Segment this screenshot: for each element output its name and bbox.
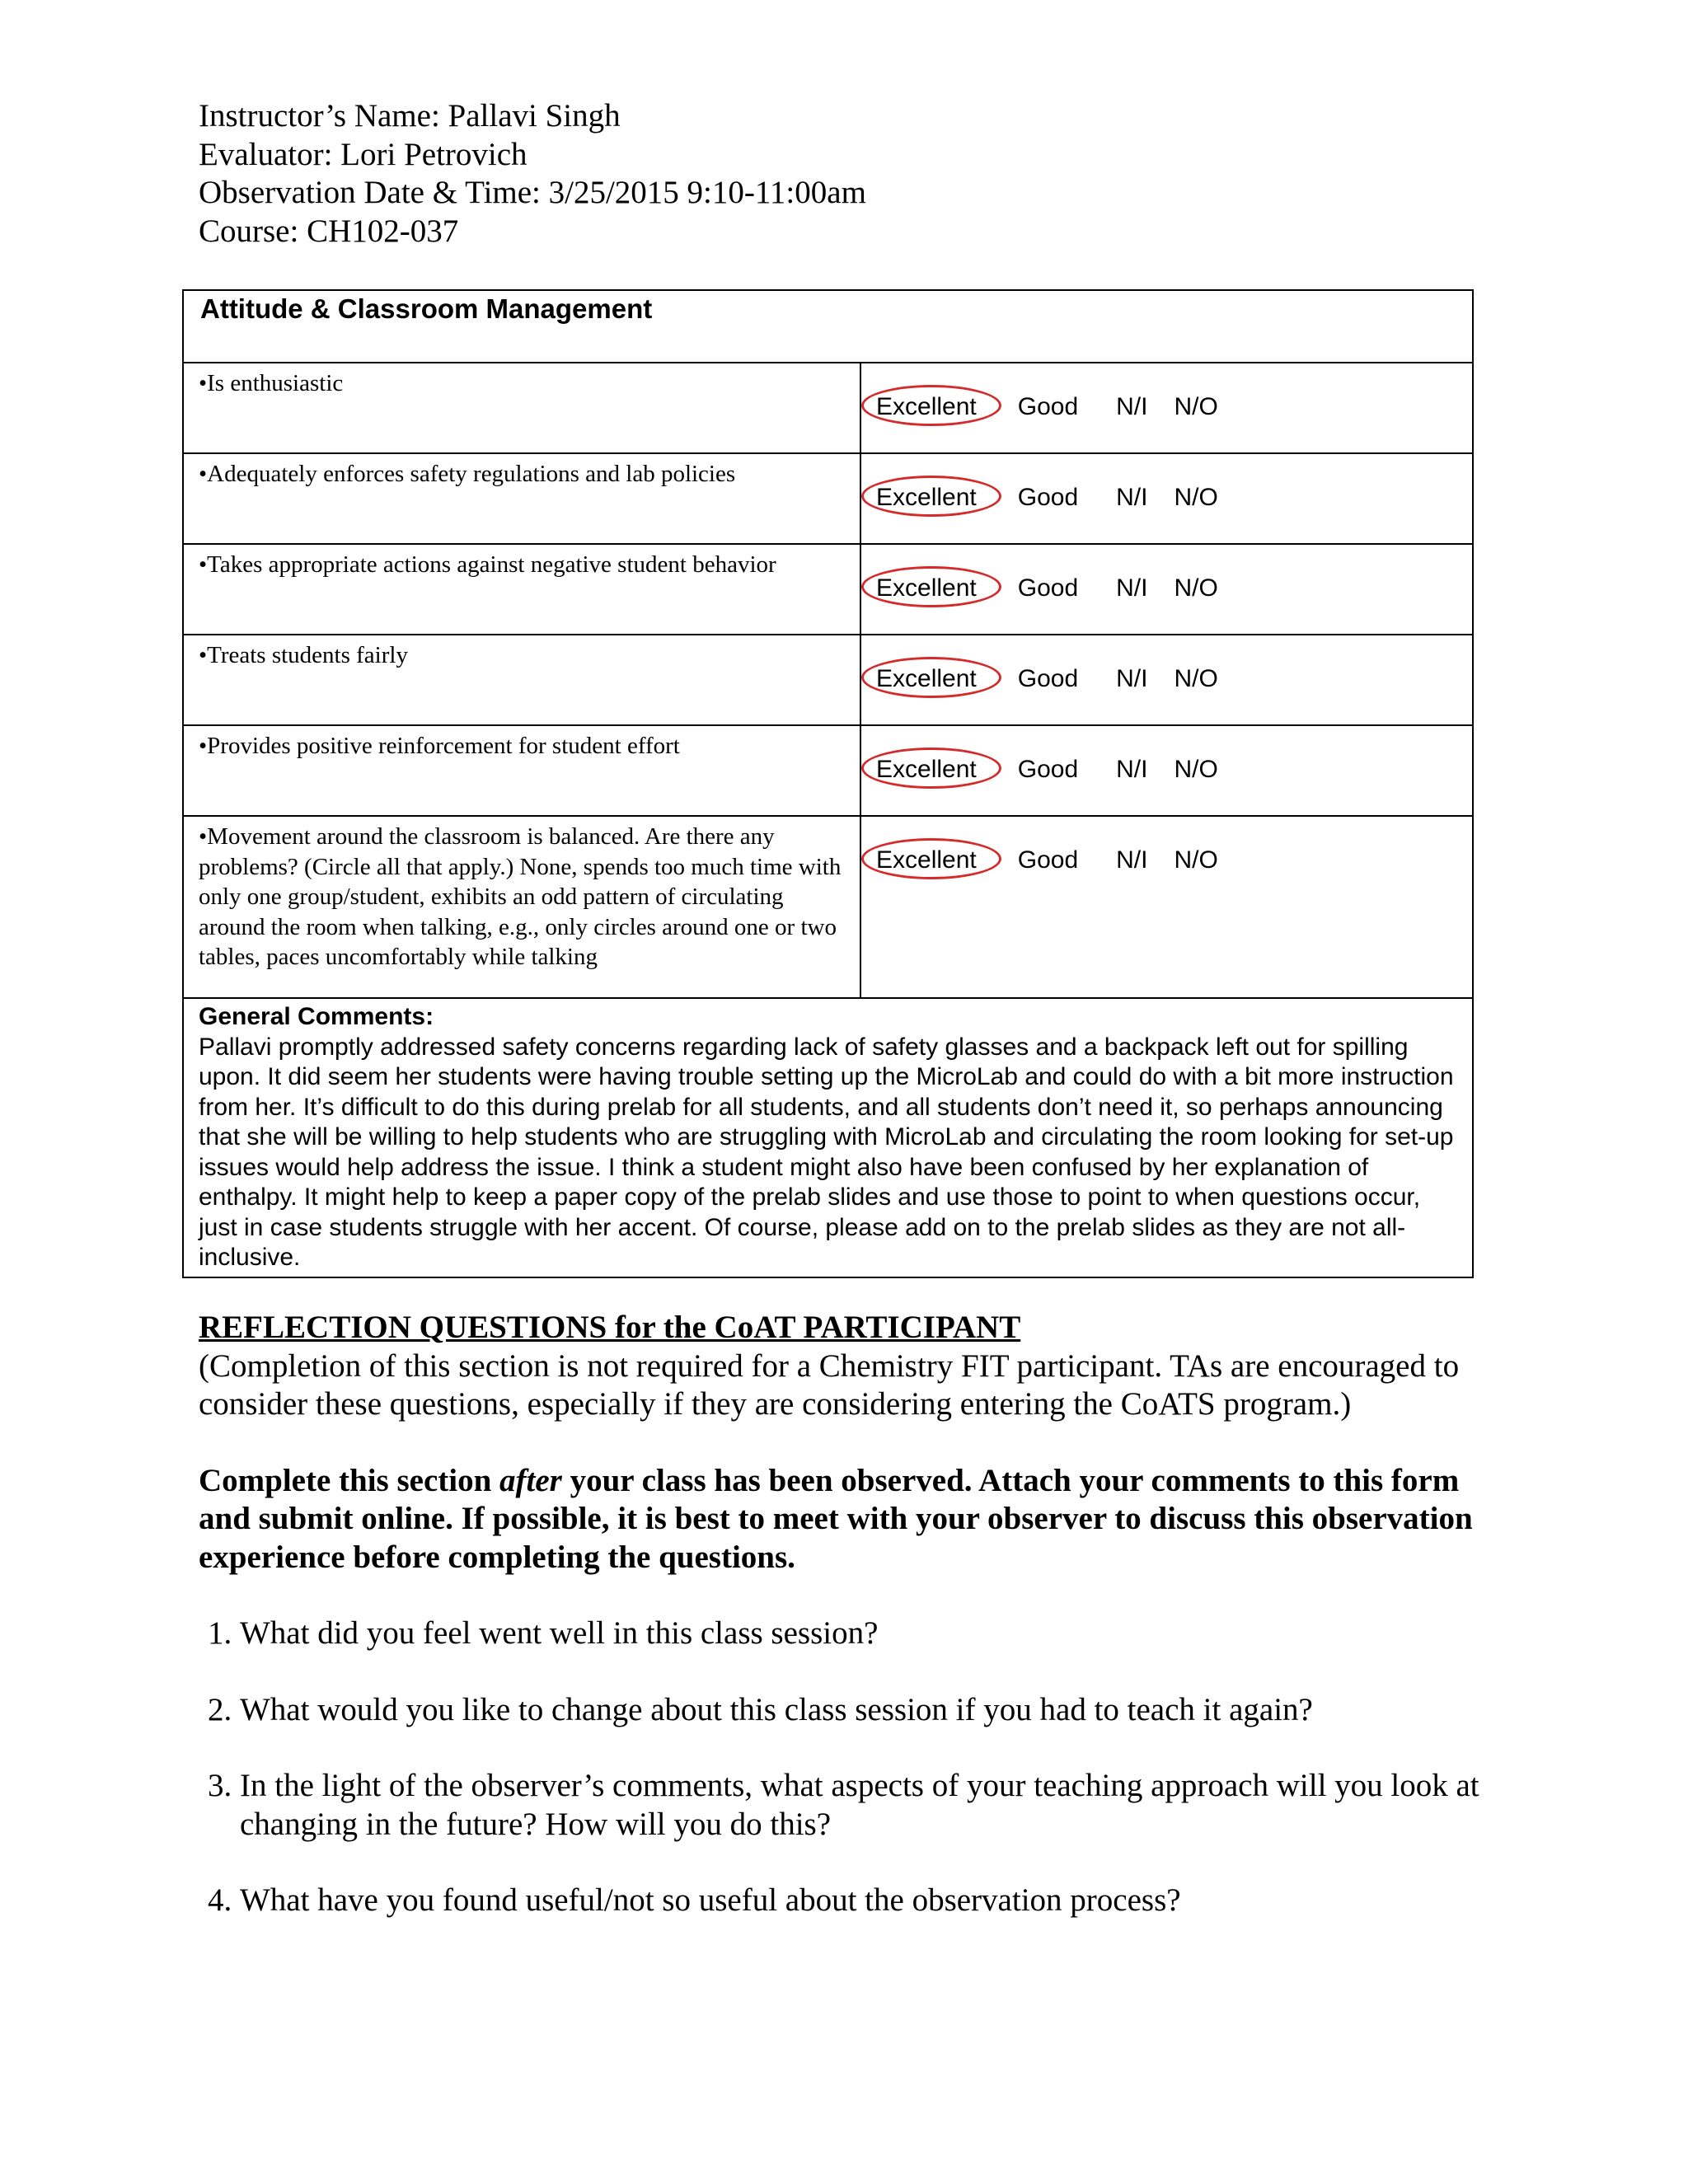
reflection-title: REFLECTION QUESTIONS for the CoAT PARTICIPANT [199,1310,1021,1345]
rating-good[interactable]: Good [1017,665,1079,692]
rating-ni[interactable]: N/I [1116,574,1148,602]
rating-no[interactable]: N/O [1174,574,1218,602]
selected-circle-mark [861,838,1001,879]
rating-good[interactable]: Good [1017,574,1079,602]
selected-circle-mark [861,566,1001,607]
rating-cell [860,635,1473,725]
reflection-section [199,1309,1484,1958]
rating-options [876,393,1218,421]
question-item: 2. What would you like to change about this class session if you had to teach it again? [240,1691,1484,1730]
observation-header [199,97,866,251]
rating-no[interactable]: N/O [1174,665,1218,692]
reflection-instructions: Complete this section after your class has been observed. Attach your comments to this form and submit online. If possible, it is best to meet with your observer to discuss this observation experience before completing the questions. [199,1462,1473,1575]
rating-good[interactable]: Good [1017,393,1079,420]
rating-ni[interactable]: N/I [1116,665,1148,692]
rating-excellent[interactable]: Excellent [876,484,977,512]
rating-no[interactable]: N/O [1174,846,1218,874]
rating-good[interactable]: Good [1017,846,1079,874]
rating-ni[interactable]: N/I [1116,756,1148,783]
selected-circle-mark [861,657,1001,698]
reflection-note: (Completion of this section is not required for a Chemistry FIT participant. TAs are encouraged to consider these questions, especially if they are considering entering the CoATS program.) [199,1347,1460,1422]
criterion-text: •Provides positive reinforcement for student effort [183,725,860,816]
general-comments-label: General Comments: [199,1003,434,1030]
rating-excellent[interactable]: Excellent [876,846,977,874]
rating-ni[interactable]: N/I [1116,393,1148,420]
rating-options [876,574,1218,602]
question-item: 3. In the light of the observer’s comments, what aspects of your teaching approach will you look at changing in the future? How will you do this? [240,1767,1484,1844]
rating-ni[interactable]: N/I [1116,846,1148,874]
rating-ni[interactable]: N/I [1116,484,1148,511]
rating-options [876,484,1218,512]
rating-no[interactable]: N/O [1174,756,1218,783]
section-title: Attitude & Classroom Management [200,293,653,324]
rating-options [876,846,1218,874]
section-header [183,290,1473,363]
criterion-row [183,816,1473,998]
criterion-text: •Treats students fairly [183,635,860,725]
rating-excellent[interactable]: Excellent [876,393,977,421]
reflection-questions [199,1615,1484,1920]
course-code: Course: CH102-037 [199,213,459,249]
rating-no[interactable]: N/O [1174,393,1218,420]
rating-options [876,665,1218,693]
rating-cell [860,725,1473,816]
rating-cell [860,363,1473,453]
question-item: 4. What have you found useful/not so useful about the observation process? [240,1882,1484,1920]
general-comments-cell [183,998,1473,1277]
criterion-row [183,544,1473,635]
rating-good[interactable]: Good [1017,756,1079,783]
rating-cell [860,544,1473,635]
criterion-row [183,363,1473,453]
instructor-name: Instructor’s Name: Pallavi Singh [199,98,621,134]
selected-circle-mark [861,748,1001,789]
criterion-text: •Is enthusiastic [183,363,860,453]
question-item: 1. What did you feel went well in this class session? [240,1615,1484,1653]
criterion-text: •Adequately enforces safety regulations and lab policies [183,453,860,544]
rating-cell [860,816,1473,998]
rating-excellent[interactable]: Excellent [876,574,977,602]
rating-cell [860,453,1473,544]
emphasis-after: after [499,1462,562,1498]
rating-excellent[interactable]: Excellent [876,665,977,693]
selected-circle-mark [861,385,1001,426]
criterion-text: •Movement around the classroom is balanced. Are there any problems? (Circle all that apply.) None, spends too much time with only one group/student, exhibits an odd pattern of circulating around the room when talking, e.g., only circles around one or two tables, paces uncomfortably while talking [183,816,860,998]
criterion-row [183,725,1473,816]
evaluator-name: Evaluator: Lori Petrovich [199,136,528,172]
rating-excellent[interactable]: Excellent [876,756,977,784]
criterion-row [183,453,1473,544]
criterion-text: •Takes appropriate actions against negative student behavior [183,544,860,635]
evaluation-table [182,289,1474,1278]
general-comments-text: Pallavi promptly addressed safety concerns regarding lack of safety glasses and a backpack left out for spilling upon. It did seem her students were having trouble setting up the MicroLab and could do with a bit more instruction from her. It’s difficult to do this during prelab for all students, and all students don’t need it, so perhaps announcing that she will be willing to help students who are struggling with MicroLab and circulating the room looking for set-up issues would help address the issue. I think a student might also have been confused by her explanation of enthalpy. It might help to keep a paper copy of the prelab slides and use those to point to when questions occur, just in case students struggle with her accent. Of course, please add on to the prelab slides as they are not all-inclusive. [199,1033,1454,1271]
rating-no[interactable]: N/O [1174,484,1218,511]
selected-circle-mark [861,476,1001,517]
rating-good[interactable]: Good [1017,484,1079,511]
rating-options [876,756,1218,784]
criterion-row [183,635,1473,725]
observation-datetime: Observation Date & Time: 3/25/2015 9:10-11:00am [199,175,866,210]
